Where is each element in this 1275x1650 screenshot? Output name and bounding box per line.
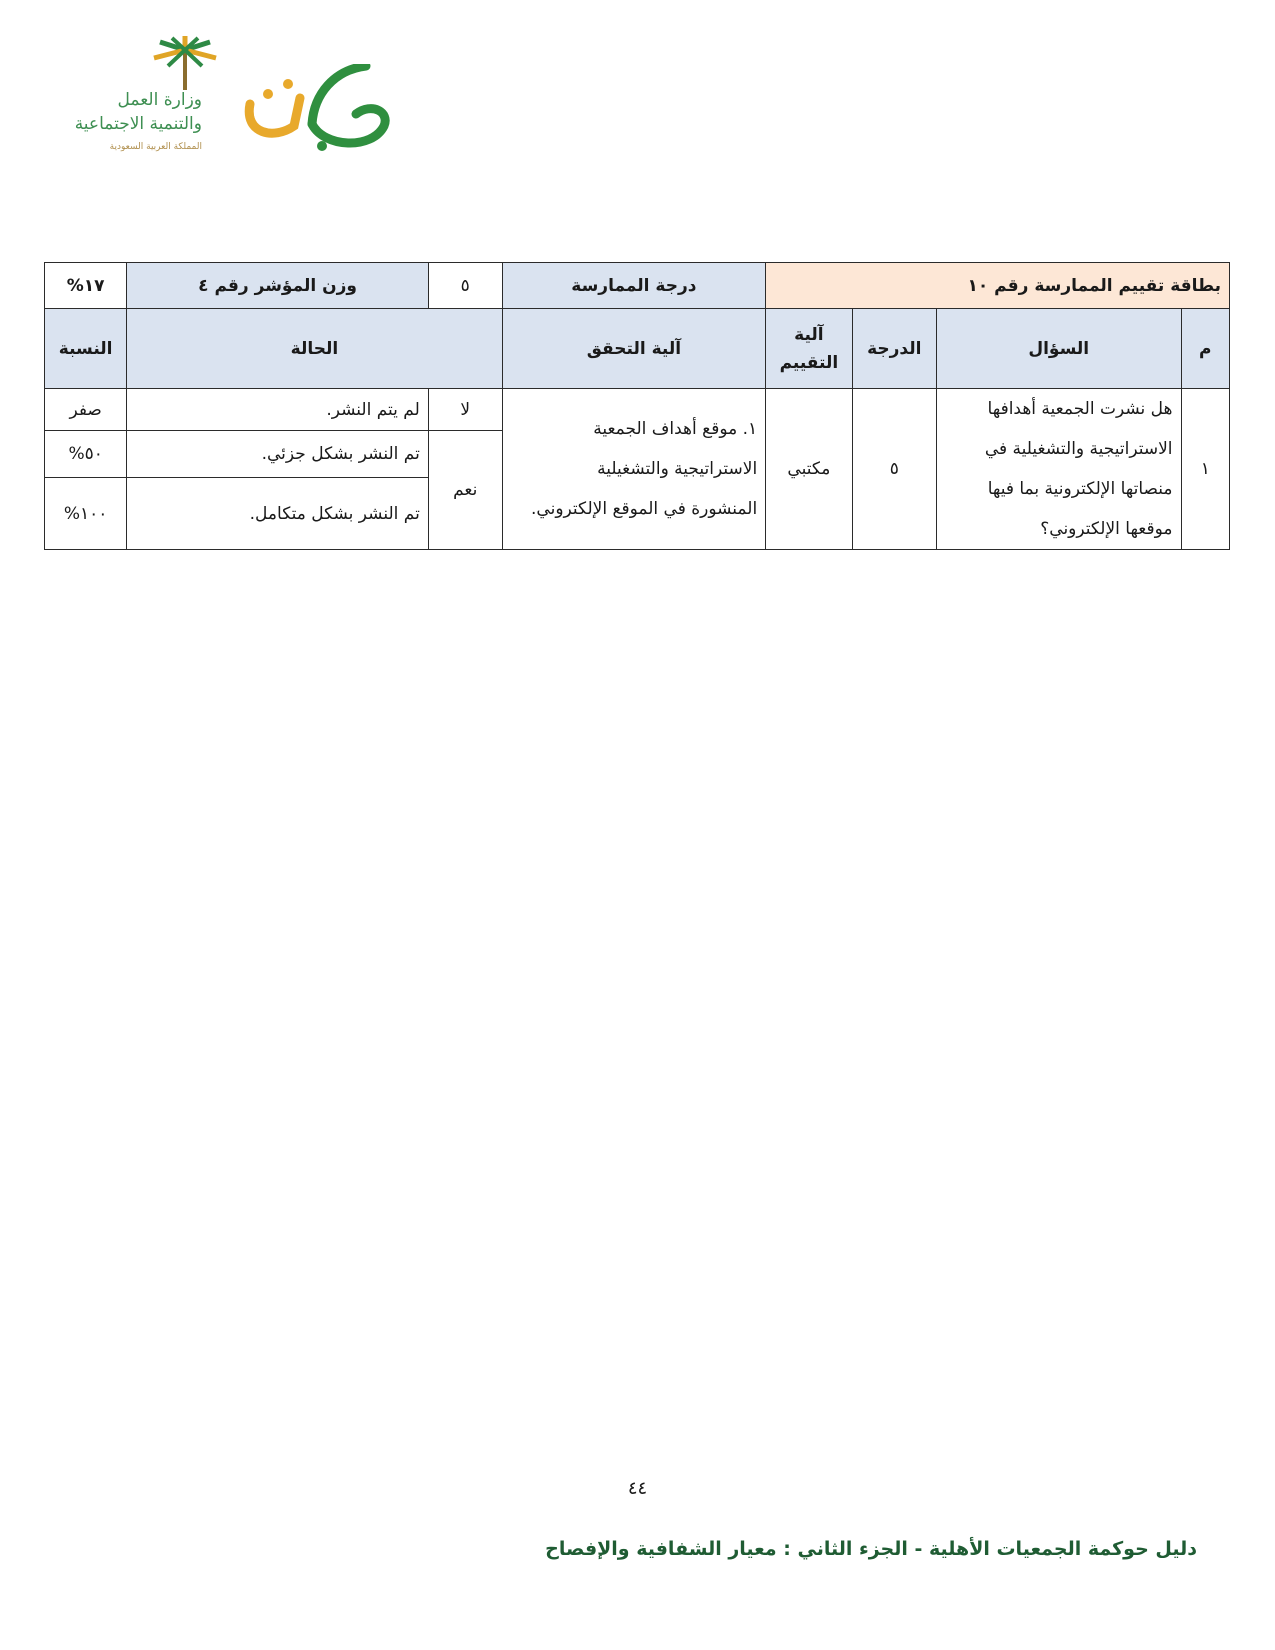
col-header-question: السؤال <box>936 309 1181 389</box>
method-cell: مكتبي <box>766 389 852 550</box>
page-number: ٤٤ <box>627 1478 648 1499</box>
ratio-fifty: ٥٠% <box>45 431 127 478</box>
question-line: موقعها الإلكتروني؟ <box>1040 519 1173 539</box>
question-cell <box>936 389 1181 550</box>
status-not-published: لم يتم النشر. <box>127 389 429 431</box>
status-partially-published: تم النشر بشكل جزئي. <box>127 431 429 478</box>
verification-line: المنشورة في الموقع الإلكتروني. <box>531 499 758 519</box>
question-line: هل نشرت الجمعية أهدافها <box>987 399 1173 419</box>
verification-line: ١. موقع أهداف الجمعية <box>593 419 758 439</box>
col-header-method-line2: التقييم <box>779 352 839 373</box>
row-number: ١ <box>1181 389 1229 550</box>
ministry-name-line2: والتنمية الاجتماعية <box>74 114 202 134</box>
indicator-weight-label: وزن المؤشر رقم ٤ <box>127 263 429 309</box>
card-header-row <box>45 263 1230 309</box>
verification-line: الاستراتيجية والتشغيلية <box>597 459 758 479</box>
card-title: بطاقة تقييم الممارسة رقم ١٠ <box>766 263 1230 309</box>
question-line: منصاتها الإلكترونية بما فيها <box>987 479 1173 499</box>
indicator-weight-value: ١٧% <box>45 263 127 309</box>
col-header-method-line1: آلية <box>794 324 824 345</box>
degree-cell: ٥ <box>852 389 936 550</box>
question-line: الاستراتيجية والتشغيلية في <box>984 439 1173 459</box>
ratio-zero: صفر <box>45 389 127 431</box>
practice-evaluation-table <box>44 262 1230 550</box>
ministry-name-line1: وزارة العمل <box>117 90 202 110</box>
status-fully-published: تم النشر بشكل متكامل. <box>127 478 429 550</box>
palm-emblem-icon <box>150 36 220 92</box>
col-header-no: م <box>1181 309 1229 389</box>
column-header-row <box>45 309 1230 389</box>
ministry-country: المملكة العربية السعودية <box>109 142 202 152</box>
tamkeen-logo <box>244 64 394 158</box>
col-header-method <box>766 309 852 389</box>
col-header-verification: آلية التحقق <box>502 309 766 389</box>
col-header-degree: الدرجة <box>852 309 936 389</box>
verification-cell <box>502 389 766 550</box>
footer-title: دليل حوكمة الجمعيات الأهلية - الجزء الثاني : معيار الشفافية والإفصاح <box>545 1538 1197 1560</box>
col-header-ratio: النسبة <box>45 309 127 389</box>
col-header-status: الحالة <box>127 309 502 389</box>
answer-yes: نعم <box>428 431 502 550</box>
practice-degree-label: درجة الممارسة <box>502 263 766 309</box>
table-row <box>45 389 1230 431</box>
ratio-hundred: ١٠٠% <box>45 478 127 550</box>
ministry-logo <box>62 36 202 164</box>
practice-degree-value: ٥ <box>428 263 502 309</box>
answer-no: لا <box>428 389 502 431</box>
